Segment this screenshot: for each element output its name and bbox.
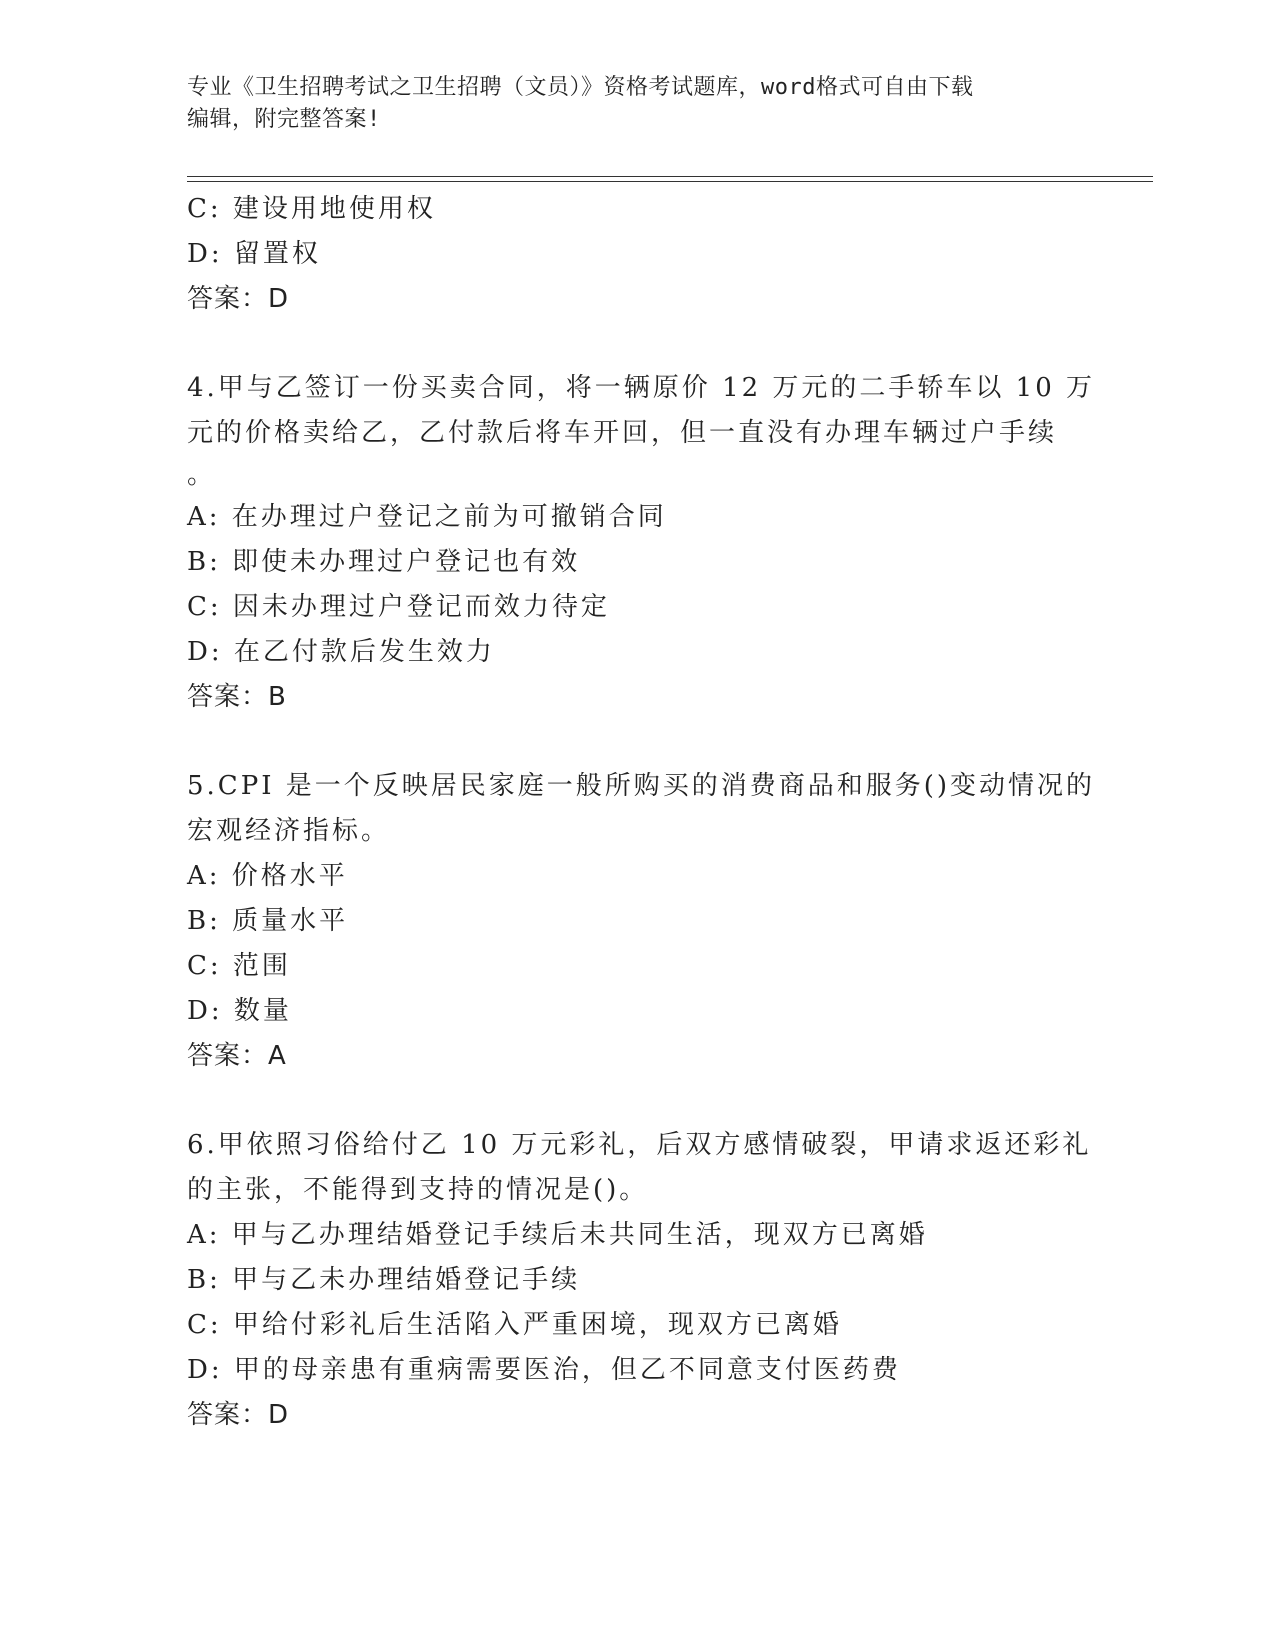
q5-stem-line-2: 宏观经济指标。 [187,816,391,846]
q4-stem-line-2: 元的价格卖给乙，乙付款后将车开回，但一直没有办理车辆过户手续 [187,418,1058,448]
q5-option-b: B: 质量水平 [187,906,349,936]
q6-option-b: B: 甲与乙未办理结婚登记手续 [187,1265,581,1295]
q3-option-c: C: 建设用地使用权 [187,194,436,224]
q5-stem-line-1: 5.CPI 是一个反映居民家庭一般所购买的消费商品和服务()变动情况的 [187,771,1096,801]
q6-option-c: C: 甲给付彩礼后生活陷入严重困境，现双方已离婚 [187,1310,842,1340]
q4-option-c: C: 因未办理过户登记而效力待定 [187,592,610,622]
document-header [187,72,1087,136]
header-divider-bottom [187,181,1153,182]
q4-option-a: A: 在办理过户登记之前为可撤销合同 [187,502,667,532]
q3-answer: 答案：D [187,284,290,314]
header-divider-top [187,176,1153,177]
q3-option-d: D: 留置权 [187,239,321,269]
q4-answer: 答案：B [187,682,287,712]
q4-option-d: D: 在乙付款后发生效力 [187,637,495,667]
q6-option-a: A: 甲与乙办理结婚登记手续后未共同生活，现双方已离婚 [187,1220,928,1250]
q5-option-a: A: 价格水平 [187,861,348,891]
q5-option-d: D: 数量 [187,996,292,1026]
q6-stem-line-2: 的主张，不能得到支持的情况是()。 [187,1175,649,1205]
q4-stem-line-1: 4.甲与乙签订一份买卖合同，将一辆原价 12 万元的二手轿车以 10 万 [187,373,1096,403]
q4-option-b: B: 即使未办理过户登记也有效 [187,547,581,577]
header-line-1: 专业《卫生招聘考试之卫生招聘（文员）》资格考试题库，word格式可自由下载 [187,75,974,100]
header-line-2: 编辑，附完整答案! [187,107,381,132]
q5-option-c: C: 范围 [187,951,291,981]
q4-stem-line-3: 。 [187,460,217,490]
q6-option-d: D: 甲的母亲患有重病需要医治，但乙不同意支付医药费 [187,1355,901,1385]
q5-answer: 答案：A [187,1041,287,1071]
q6-stem-line-1: 6.甲依照习俗给付乙 10 万元彩礼，后双方感情破裂，甲请求返还彩礼 [187,1130,1092,1160]
q6-answer: 答案：D [187,1400,290,1430]
